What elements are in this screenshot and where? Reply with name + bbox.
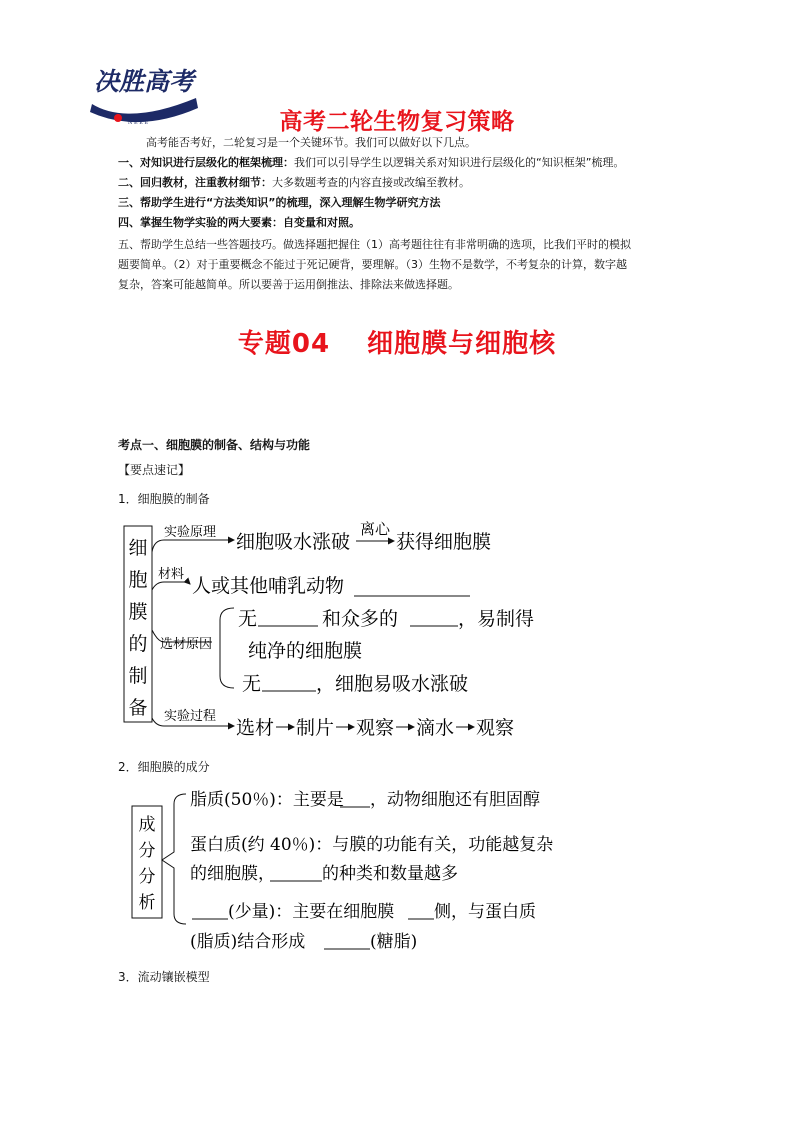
comp-box-char: 析 (138, 893, 156, 913)
strategy-item-4 (118, 214, 688, 232)
strategy-item-1 (118, 154, 688, 172)
reason-brace (220, 608, 234, 688)
strategy-title: 高考二轮生物复习策略 (279, 109, 515, 135)
strategy-item-3 (118, 194, 688, 212)
process-step: 观察 (356, 717, 395, 739)
strategy-item-5-line1: 五、帮助学生总结一些答题技巧。做选择题把握住（1）高考题往往有非常明确的选项，比我们平时的模拟 (118, 238, 631, 251)
principle-a: 细胞吸水涨破 (236, 531, 351, 553)
material-label: 材料 (158, 567, 185, 582)
material-text: 人或其他哺乳动物 (192, 575, 345, 597)
protein-2b: 的种类和数量越多 (322, 864, 458, 884)
membrane-composition-diagram (118, 780, 558, 956)
strategy-item-5-line3: 复杂，答案可能越简单。所以要善于运用倒推法、排除法来做选择题。 (118, 278, 459, 291)
prep-box-char: 膜 (128, 601, 148, 623)
principle-label: 实验原理 (164, 525, 217, 540)
strategy-intro: 高考能否考好，二轮复习是一个关键环节。我们可以做好以下几点。 (146, 136, 476, 149)
membrane-prep-diagram (118, 512, 558, 744)
sugar-2a: (脂质)结合形成 (190, 932, 306, 952)
sugar-2b: (糖脂) (370, 932, 418, 952)
process-step: 滴水 (416, 717, 455, 739)
item-body: 大多数题考查的内容直接或改编至教材。 (272, 176, 470, 189)
reason1-b: 和众多的 (322, 608, 399, 630)
section-heading: 考点一、细胞膜的制备、结构与功能 (118, 438, 311, 452)
subheading-3: 3．流动镶嵌模型 (118, 970, 210, 984)
comp-box-char: 分 (138, 841, 156, 861)
item-head: 二、回归教材，注重教材细节： (118, 176, 272, 189)
reason1-d: 纯净的细胞膜 (248, 640, 363, 662)
reason2-b: ，细胞易吸水涨破 (316, 673, 469, 695)
sugar-1a: (少量)：主要在细胞膜 (228, 902, 395, 922)
item-head: 一、对知识进行层级化的框架梳理： (118, 156, 294, 169)
prep-box-char: 胞 (128, 569, 148, 591)
comp-brace (162, 794, 186, 924)
strategy-item-2 (118, 174, 688, 192)
reason-label: 选材原因 (160, 637, 213, 652)
summary-label: 【要点速记】 (118, 463, 191, 477)
process-step: 选材 (236, 717, 275, 739)
reason1-c: ，易制得 (458, 608, 535, 630)
prep-box-char: 细 (128, 537, 148, 559)
item-head: 三、帮助学生进行“方法类知识”的梳理，深入理解生物学研究方法 (118, 196, 441, 209)
process-step: 制片 (296, 717, 335, 739)
prep-box-char: 制 (128, 665, 148, 687)
logo-text: 决胜高考 (94, 67, 195, 96)
prep-box-char: 备 (128, 697, 148, 719)
subheading-2: 2．细胞膜的成分 (118, 760, 210, 774)
item-body: 我们可以引导学生以逻辑关系对知识进行层级化的“知识框架”梳理。 (294, 156, 625, 169)
lipid-a: 脂质(50％)：主要是 (190, 790, 344, 810)
subheading-1: 1．细胞膜的制备 (118, 492, 210, 506)
item-head: 四、掌握生物学实验的两大要素：自变量和对照。 (118, 216, 360, 229)
prep-box-char: 的 (128, 633, 148, 655)
process-label: 实验过程 (164, 709, 217, 724)
principle-b: 获得细胞膜 (396, 531, 492, 553)
process-step: 观察 (476, 717, 515, 739)
comp-box-char: 成 (138, 815, 156, 835)
logo-subtext: N E E E (128, 120, 149, 126)
reason2-a: 无 (242, 673, 262, 695)
lipid-b: ，动物细胞还有胆固醇 (370, 790, 540, 810)
comp-box-char: 分 (138, 867, 156, 887)
sugar-1b: 侧，与蛋白质 (434, 902, 536, 922)
topic-title: 专题04 细胞膜与细胞核 (237, 329, 557, 359)
strategy-item-5-line2: 题要简单。（2）对于重要概念不能过于死记硬背，要理解。（3）生物不是数学，不考复杂的计算，数字越 (118, 258, 627, 271)
reason1-a: 无 (238, 608, 258, 630)
protein-2a: 的细胞膜， (190, 864, 275, 884)
protein-line-1: 蛋白质(约 40％)：与膜的功能有关，功能越复杂 (190, 835, 554, 855)
principle-arrow-label: 离心 (360, 520, 391, 538)
